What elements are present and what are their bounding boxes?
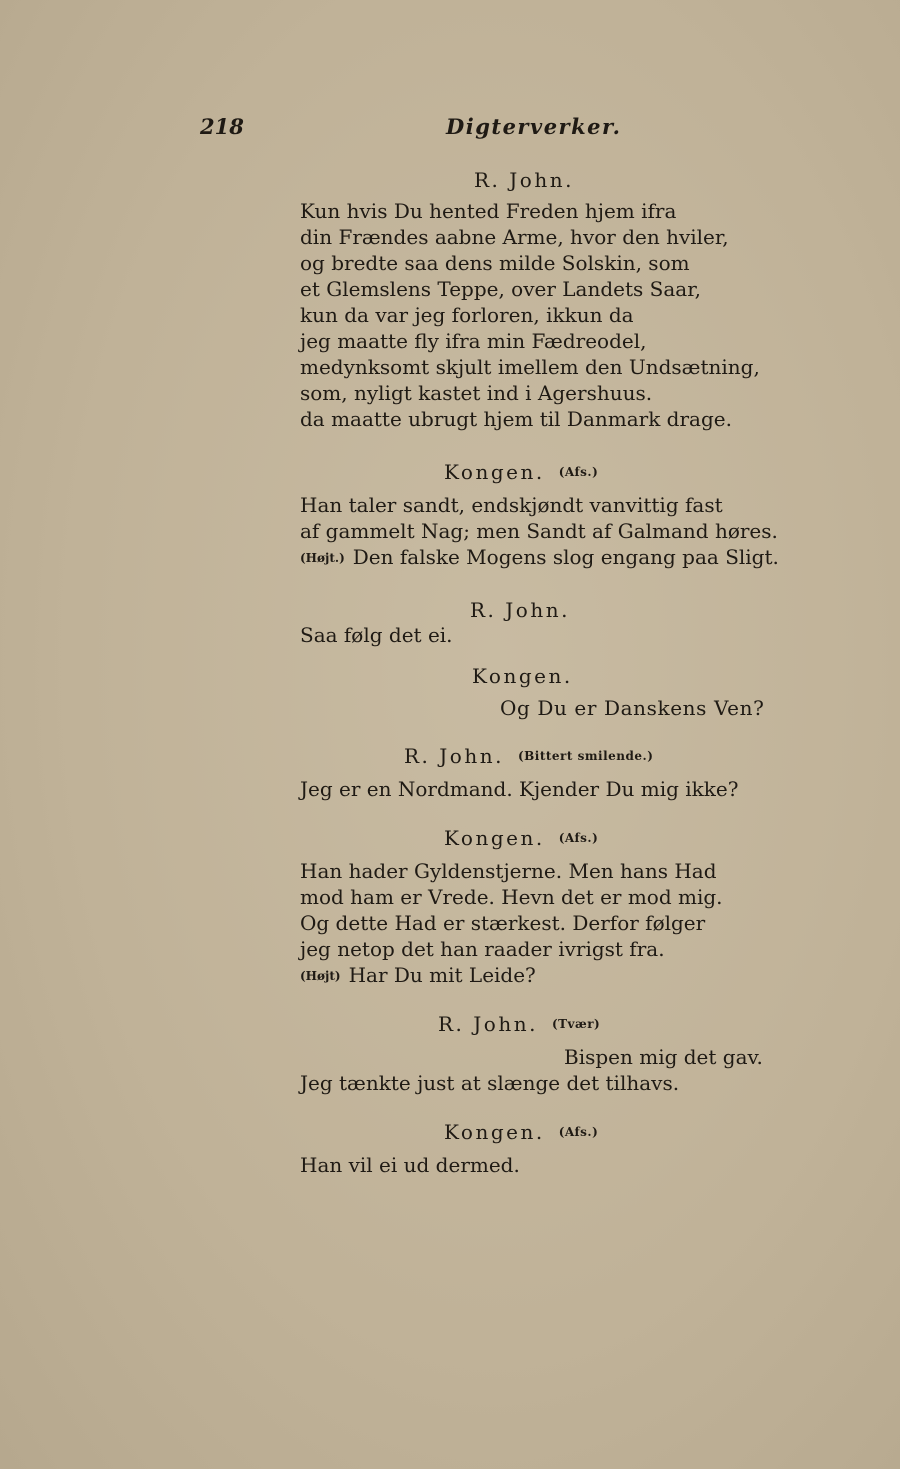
- stage-direction: (Tvær): [551, 1017, 601, 1031]
- verse-text: Den falske Mogens slog engang paa Sligt.: [352, 545, 779, 569]
- verse-line: mod ham er Vrede. Hevn det er mod mig.: [300, 885, 723, 909]
- page-number: 218: [200, 114, 244, 139]
- speaker-kongen: [444, 1120, 598, 1144]
- verse-line: medynksomt skjult imellem den Undsætning,: [300, 355, 760, 379]
- verse-line: Og Du er Danskens Ven?: [500, 696, 765, 720]
- stage-direction: (Afs.): [558, 831, 599, 845]
- verse-line: [300, 544, 779, 571]
- verse-line: da maatte ubrugt hjem til Danmark drage.: [300, 407, 732, 431]
- stage-direction: (Højt): [300, 969, 341, 983]
- speaker-name: R. John.: [404, 744, 504, 768]
- verse-line: jeg maatte fly ifra min Fædreodel,: [300, 329, 647, 353]
- page-header: [200, 114, 760, 144]
- speaker-name: Kongen.: [444, 1120, 545, 1144]
- verse-line: Saa følg det ei.: [300, 623, 453, 647]
- verse-line: og bredte saa dens milde Solskin, som: [300, 251, 690, 275]
- verse-line: Kun hvis Du hented Freden hjem ifra: [300, 199, 677, 223]
- stage-direction: (Afs.): [558, 1125, 599, 1139]
- verse-line: Han vil ei ud dermed.: [300, 1153, 520, 1177]
- speaker-r-john: R. John.: [474, 168, 574, 192]
- speaker-kongen: Kongen.: [472, 664, 573, 688]
- speaker-r-john: [404, 744, 653, 768]
- speaker-name: R. John.: [438, 1012, 538, 1036]
- verse-text: Har Du mit Leide?: [348, 963, 536, 987]
- stage-direction: (Højt.): [300, 551, 345, 565]
- verse-line: Bispen mig det gav.: [564, 1045, 763, 1069]
- verse-line: kun da var jeg forloren, ikkun da: [300, 303, 634, 327]
- verse-line: af gammelt Nag; men Sandt af Galmand høres.: [300, 519, 778, 543]
- verse-line: Og dette Had er stærkest. Derfor følger: [300, 911, 706, 935]
- verse-line: din Frændes aabne Arme, hvor den hviler,: [300, 225, 729, 249]
- verse-line: Han taler sandt, endskjøndt vanvittig fast: [300, 493, 723, 517]
- speaker-kongen: [444, 460, 598, 484]
- verse-line: [300, 962, 536, 989]
- verse-line: et Glemslens Teppe, over Landets Saar,: [300, 277, 701, 301]
- speaker-r-john: [438, 1012, 600, 1036]
- stage-direction: (Bittert smilende.): [517, 749, 654, 763]
- verse-line: Jeg tænkte just at slænge det tilhavs.: [300, 1071, 680, 1095]
- verse-line: Han hader Gyldenstjerne. Men hans Had: [300, 859, 717, 883]
- speaker-r-john: R. John.: [470, 598, 570, 622]
- speaker-name: Kongen.: [444, 826, 545, 850]
- verse-line: som, nyligt kastet ind i Agershuus.: [300, 381, 653, 405]
- running-title: Digterverker.: [446, 114, 622, 139]
- verse-line: Jeg er en Nordmand. Kjender Du mig ikke?: [300, 777, 739, 801]
- speaker-kongen: [444, 826, 598, 850]
- speaker-name: Kongen.: [444, 460, 545, 484]
- stage-direction: (Afs.): [558, 465, 599, 479]
- verse-line: jeg netop det han raader ivrigst fra.: [300, 937, 665, 961]
